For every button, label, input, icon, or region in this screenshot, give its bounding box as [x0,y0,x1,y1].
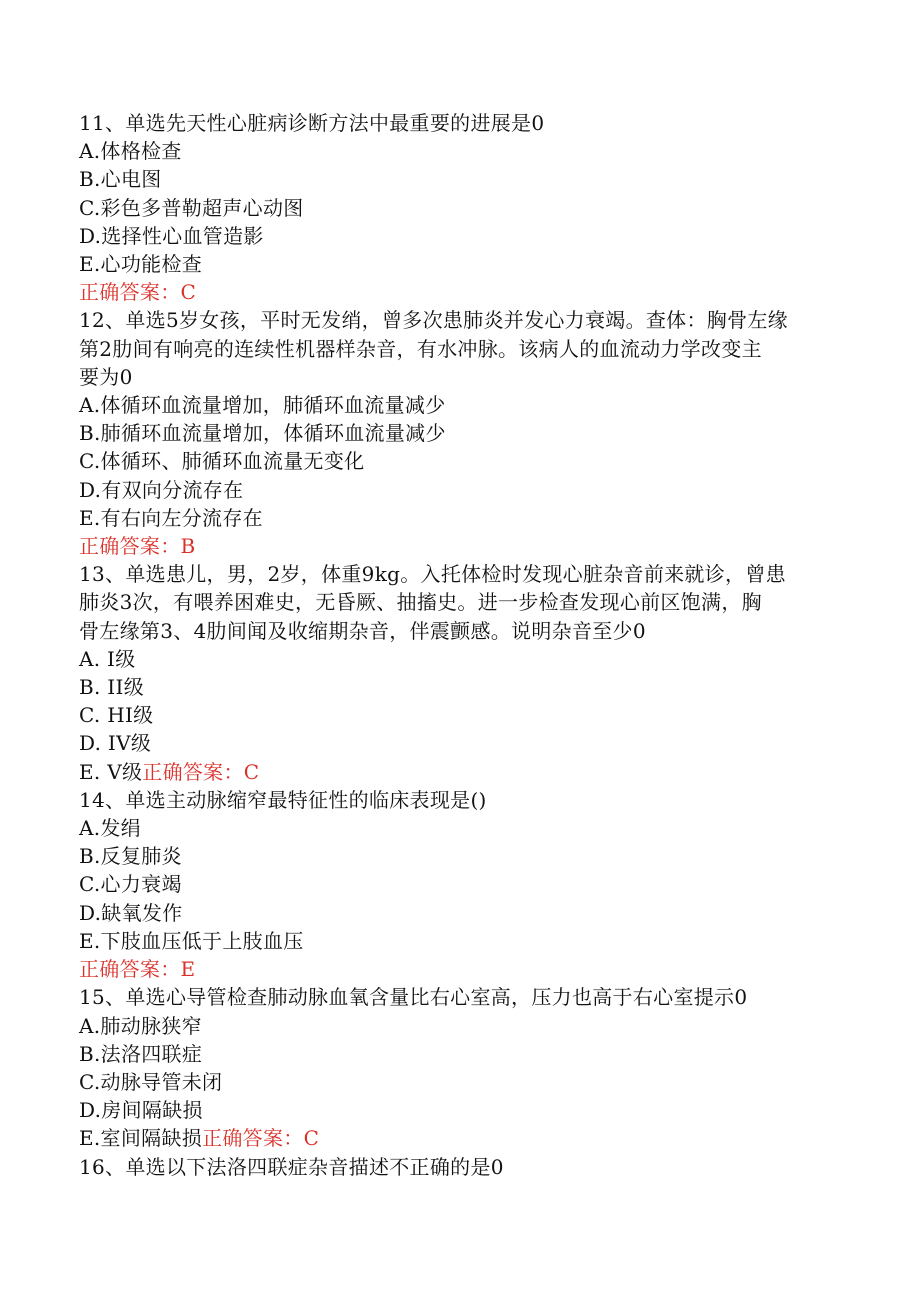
option-c: C.彩色多普勒超声心动图 [79,195,304,220]
answer-value: B [180,534,196,559]
answer-label: 正确答案： [79,534,181,559]
question-stem: 16、单选以下法洛四联症杂音描述不正确的是0 [79,1154,504,1179]
option-c: C. HI级 [79,703,154,728]
answer-label: 正确答案： [202,1126,304,1151]
question-stem: 11、单选先天性心脏病诊断方法中最重要的进展是0 [79,111,545,135]
question-stem-line-2: 肺炎3次，有喂养困难史，无昏厥、抽搐史。进一步检查发现心前区饱满，胸 [79,590,762,615]
option-c: C.动脉导管未闭 [79,1069,223,1094]
question-stem: 15、单选心导管检查肺动脉血氧含量比右心室高，压力也高于右心室提示0 [79,985,748,1010]
option-e: E.心功能检查 [79,252,203,277]
question-stem-line-3: 要为0 [79,364,133,389]
option-d: D.有双向分流存在 [79,477,244,502]
question-stem-line-3: 骨左缘第3、4肋间闻及收缩期杂音，伴震颤感。说明杂音至少0 [79,618,646,643]
answer-value: E [180,957,196,982]
option-c: C.心力衰竭 [79,872,182,897]
answer-value: C [303,1126,320,1151]
question-13 [79,560,839,786]
answer-value: C [243,759,260,784]
question-stem-line-1: 12、单选5岁女孩，平时无发绡，曾多次患肺炎并发心力衰竭。查体：胸骨左缘 [79,308,788,333]
option-d: D.选择性心血管造影 [79,223,264,248]
option-a: A.发绢 [79,816,142,841]
option-b: B.法洛四联症 [79,1041,203,1066]
option-d: D.房间隔缺损 [79,1098,203,1123]
correct-answer [79,955,839,983]
question-16 [79,1153,839,1181]
option-a: A.体格检查 [79,139,182,164]
correct-answer [202,1126,319,1150]
question-14 [79,786,839,983]
option-b: B. II级 [79,675,145,700]
option-a: A. I级 [79,646,136,671]
question-stem: 14、单选主动脉缩窄最特征性的临床表现是() [79,787,487,812]
correct-answer [79,278,839,306]
question-list [79,109,839,1181]
option-b: B.反复肺炎 [79,844,182,869]
correct-answer [79,532,839,560]
option-b: B.心电图 [79,167,162,192]
option-a: A.肺动脉狭窄 [79,1013,202,1038]
option-b: B.肺循环血流量增加，体循环血流量减少 [79,421,446,446]
answer-label: 正确答案： [79,957,181,982]
correct-answer [142,760,259,784]
option-e: E. V级 [79,759,143,784]
question-12 [79,306,839,560]
option-e: E.室间隔缺损 [79,1126,203,1151]
option-a: A.体循环血流量增加，肺循环血流量减少 [79,393,446,418]
question-stem-line-2: 第2肋间有响亮的连续性机器样杂音，有水冲脉。该病人的血流动力学改变主 [79,336,762,361]
answer-label: 正确答案： [142,759,244,784]
answer-label: 正确答案： [79,280,181,305]
option-d: D.缺氧发作 [79,900,183,925]
question-15 [79,983,839,1152]
question-11 [79,109,839,306]
option-c: C.体循环、肺循环血流量无变化 [79,449,365,474]
answer-value: C [180,280,197,305]
option-d: D. IV级 [79,731,152,756]
question-stem-line-1: 13、单选患儿，男，2岁，体重9kg。入托体检时发现心脏杂音前来就诊，曾患 [79,562,786,587]
option-e: E.有右向左分流存在 [79,505,263,530]
option-e: E.下肢血压低于上肢血压 [79,928,304,953]
option-e-with-answer [79,1124,839,1152]
option-e-with-answer [79,758,839,786]
